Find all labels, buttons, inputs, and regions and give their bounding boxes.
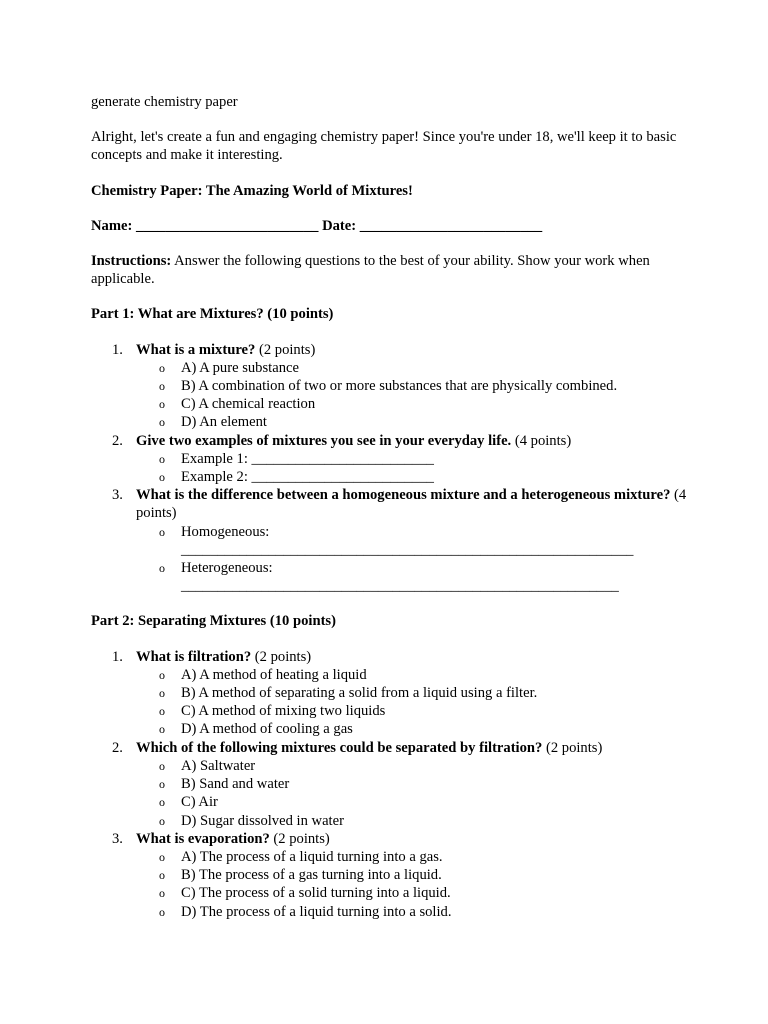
option-item xyxy=(136,903,691,921)
option-text: B) The process of a gas turning into a liquid. xyxy=(181,867,442,884)
option-item xyxy=(136,793,691,811)
question-points: (2 points) xyxy=(542,739,603,756)
option-list xyxy=(136,757,691,830)
part2-question-list xyxy=(91,648,691,921)
option-text: A) A method of heating a liquid xyxy=(181,666,367,683)
answer-item xyxy=(136,523,691,559)
bullet-icon: o xyxy=(159,758,165,773)
answer-blank: ____________________________________________________________ xyxy=(181,578,619,595)
option-text: B) A combination of two or more substances that are physically combined. xyxy=(181,378,618,395)
document-page xyxy=(91,93,691,938)
option-text: A) A pure substance xyxy=(181,359,299,376)
part2-heading-text: Part 2: Separating Mixtures (10 points) xyxy=(91,613,336,630)
bullet-icon: o xyxy=(159,722,165,737)
intro-text: Alright, let's create a fun and engaging chemistry paper! Since you're under 18, we'll keep it to basic concepts and make it interesting. xyxy=(91,129,677,164)
bullet-icon: o xyxy=(159,795,165,810)
part2-question-3 xyxy=(91,830,691,921)
option-text: D) A method of cooling a gas xyxy=(181,721,353,738)
name-label: Name: xyxy=(91,217,133,234)
name-date-line xyxy=(91,217,691,235)
example-item xyxy=(136,468,691,486)
option-text: B) Sand and water xyxy=(181,776,290,793)
option-item xyxy=(136,812,691,830)
instructions-text: Answer the following questions to the best of your ability. Show your work when applicable. xyxy=(91,253,650,288)
option-item xyxy=(136,666,691,684)
question-number: 3. xyxy=(112,487,123,504)
bullet-icon: o xyxy=(159,470,165,485)
bullet-icon: o xyxy=(159,868,165,883)
bullet-icon: o xyxy=(159,379,165,394)
bullet-icon: o xyxy=(159,904,165,919)
bullet-icon: o xyxy=(159,415,165,430)
date-blank: _________________________ xyxy=(359,217,543,234)
part1-question-2 xyxy=(91,432,691,487)
answer-label: Homogeneous: xyxy=(181,523,270,540)
instructions-label: Instructions: xyxy=(91,253,172,270)
question-points: (2 points) xyxy=(251,648,312,665)
paper-title xyxy=(91,182,691,200)
instructions xyxy=(91,252,691,288)
option-item xyxy=(136,775,691,793)
answer-item xyxy=(136,559,691,595)
example-item xyxy=(136,450,691,468)
name-blank: _________________________ xyxy=(136,217,319,234)
option-list xyxy=(136,359,691,432)
bullet-icon: o xyxy=(159,397,165,412)
option-item xyxy=(136,702,691,720)
option-text: C) A chemical reaction xyxy=(181,396,316,413)
part1-heading xyxy=(91,305,691,323)
option-item xyxy=(136,684,691,702)
bullet-icon: o xyxy=(159,704,165,719)
answer-blank: ______________________________________________________________ xyxy=(181,541,634,558)
option-text: D) The process of a liquid turning into a solid. xyxy=(181,903,452,920)
option-text: A) Saltwater xyxy=(181,757,256,774)
example-text: Example 2: _________________________ xyxy=(181,469,434,486)
option-text: D) Sugar dissolved in water xyxy=(181,812,344,829)
option-text: C) The process of a solid turning into a liquid. xyxy=(181,885,451,902)
part2-question-2 xyxy=(91,739,691,830)
bullet-icon: o xyxy=(159,451,165,466)
question-points: (4 points) xyxy=(511,432,572,449)
option-text: B) A method of separating a solid from a liquid using a filter. xyxy=(181,685,538,702)
question-number: 1. xyxy=(112,648,123,665)
option-list xyxy=(136,666,691,739)
question-points: (4 points) xyxy=(136,487,687,522)
bullet-icon: o xyxy=(159,667,165,682)
question-text: What is a mixture? xyxy=(136,341,256,358)
paper-title-text: Chemistry Paper: The Amazing World of Mixtures! xyxy=(91,182,413,199)
bullet-icon: o xyxy=(159,686,165,701)
option-text: C) Air xyxy=(181,794,218,811)
part2-question-1 xyxy=(91,648,691,739)
option-text: A) The process of a liquid turning into a gas. xyxy=(181,848,443,865)
option-item xyxy=(136,413,691,431)
option-text: C) A method of mixing two liquids xyxy=(181,703,386,720)
option-text: D) An element xyxy=(181,414,267,431)
question-number: 3. xyxy=(112,830,123,847)
part1-heading-text: Part 1: What are Mixtures? (10 points) xyxy=(91,306,334,323)
option-item xyxy=(136,848,691,866)
bullet-icon: o xyxy=(159,561,165,576)
option-item xyxy=(136,359,691,377)
option-list xyxy=(136,450,691,486)
question-number: 2. xyxy=(112,432,123,449)
bullet-icon: o xyxy=(159,777,165,792)
date-label: Date: xyxy=(322,217,357,234)
part1-question-3 xyxy=(91,486,691,595)
option-list xyxy=(136,523,691,596)
question-text: What is the difference between a homogeneous mixture and a heterogeneous mixture? xyxy=(136,487,671,504)
question-points: (2 points) xyxy=(269,830,330,847)
question-number: 2. xyxy=(112,739,123,756)
question-number: 1. xyxy=(112,341,123,358)
option-item xyxy=(136,720,691,738)
bullet-icon: o xyxy=(159,849,165,864)
part1-question-1 xyxy=(91,341,691,432)
answer-label: Heterogeneous: xyxy=(181,560,273,577)
bullet-icon: o xyxy=(159,886,165,901)
option-item xyxy=(136,377,691,395)
option-item xyxy=(136,884,691,902)
question-text: Give two examples of mixtures you see in your everyday life. xyxy=(136,432,512,449)
question-points: (2 points) xyxy=(255,341,316,358)
option-item xyxy=(136,866,691,884)
bullet-icon: o xyxy=(159,813,165,828)
question-text: What is filtration? xyxy=(136,648,252,665)
question-text: Which of the following mixtures could be separated by filtration? xyxy=(136,739,543,756)
option-item xyxy=(136,757,691,775)
question-text: What is evaporation? xyxy=(136,830,270,847)
option-list xyxy=(136,848,691,921)
prompt-text: generate chemistry paper xyxy=(91,94,238,110)
bullet-icon: o xyxy=(159,524,165,539)
bullet-icon: o xyxy=(159,360,165,375)
part1-question-list xyxy=(91,341,691,596)
part2-heading xyxy=(91,612,691,630)
example-text: Example 1: _________________________ xyxy=(181,450,434,467)
option-item xyxy=(136,395,691,413)
